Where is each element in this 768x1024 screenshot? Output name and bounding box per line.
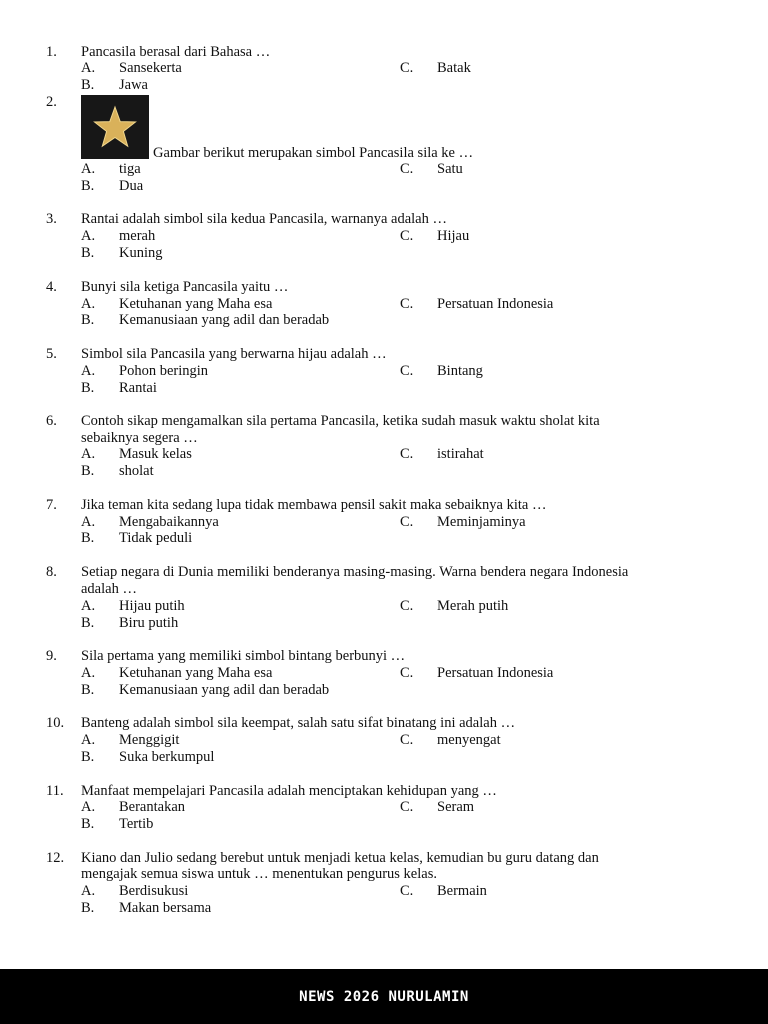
question-text: Rantai adalah simbol sila kedua Pancasila, warnanya adalah … [81,211,447,227]
option-text-b: Kemanusiaan yang adil dan beradab [119,682,330,698]
footer-text: NEWS 2026 NURULAMIN [299,988,469,1005]
question-text: mengajak semua siswa untuk … menentukan pengurus kelas. [81,866,437,882]
option-letter-b: B. [81,463,95,479]
question-number: 5. [46,346,57,362]
option-text-c: Merah putih [437,598,509,614]
option-text-b: Jawa [119,77,148,93]
option-letter-b: B. [81,615,95,631]
footer-banner [0,969,768,1024]
question-text: Gambar berikut merupakan simbol Pancasila sila ke … [153,145,474,161]
option-text-c: Bermain [437,883,487,899]
question-text: Manfaat mempelajari Pancasila adalah menciptakan kehidupan yang … [81,783,497,799]
question-text: Sila pertama yang memiliki simbol bintang berbunyi … [81,648,406,664]
option-letter-b: B. [81,178,95,194]
option-text-c: Hijau [437,228,470,244]
question-number: 3. [46,211,57,227]
option-text-a: Pohon beringin [119,363,209,379]
question-text: Setiap negara di Dunia memiliki benderanya masing-masing. Warna bendera negara Indonesia [81,564,629,580]
question-text: Banteng adalah simbol sila keempat, salah satu sifat binatang ini adalah … [81,715,516,731]
option-letter-b: B. [81,380,95,396]
option-letter-b: B. [81,816,95,832]
option-letter-a: A. [81,60,96,76]
question-text: Simbol sila Pancasila yang berwarna hijau adalah … [81,346,387,362]
option-letter-c: C. [400,665,414,681]
option-text-b: Tidak peduli [119,530,193,546]
option-text-c: Persatuan Indonesia [437,296,554,312]
option-letter-b: B. [81,900,95,916]
option-letter-a: A. [81,296,96,312]
star-symbol-image [81,95,149,159]
option-text-c: Satu [437,161,463,177]
option-letter-c: C. [400,514,414,530]
option-text-b: Rantai [119,380,157,396]
option-letter-c: C. [400,296,414,312]
option-text-a: Ketuhanan yang Maha esa [119,296,273,312]
option-text-a: Ketuhanan yang Maha esa [119,665,273,681]
option-text-b: Biru putih [119,615,179,631]
question-text: Contoh sikap mengamalkan sila pertama Pancasila, ketika sudah masuk waktu sholat kita [81,413,600,429]
option-letter-c: C. [400,446,414,462]
option-letter-c: C. [400,363,414,379]
question-number: 9. [46,648,57,664]
question-text: Bunyi sila ketiga Pancasila yaitu … [81,279,289,295]
option-text-b: Suka berkumpul [119,749,215,765]
option-letter-a: A. [81,514,96,530]
question-text: Pancasila berasal dari Bahasa … [81,44,271,60]
option-letter-a: A. [81,446,96,462]
question-number: 8. [46,564,57,580]
question-number: 6. [46,413,57,429]
option-text-a: Hijau putih [119,598,185,614]
option-letter-c: C. [400,228,414,244]
question-number: 4. [46,279,57,295]
question-number: 11. [46,783,64,799]
option-text-a: Berdisukusi [119,883,189,899]
option-text-c: istirahat [437,446,484,462]
option-text-c: Seram [437,799,475,815]
option-letter-a: A. [81,598,96,614]
option-text-b: sholat [119,463,154,479]
option-text-a: Masuk kelas [119,446,192,462]
option-letter-a: A. [81,883,96,899]
option-letter-a: A. [81,228,96,244]
question-number: 12. [46,850,65,866]
option-letter-b: B. [81,312,95,328]
option-text-b: Tertib [119,816,154,832]
question-number: 7. [46,497,57,513]
option-text-b: Kuning [119,245,163,261]
option-letter-b: B. [81,77,95,93]
question-text: sebaiknya segera … [81,430,198,446]
question-number: 10. [46,715,65,731]
option-letter-a: A. [81,799,96,815]
option-letter-c: C. [400,883,414,899]
option-text-c: Meminjaminya [437,514,526,530]
option-letter-b: B. [81,682,95,698]
option-text-c: Bintang [437,363,483,379]
option-text-a: merah [119,228,156,244]
option-letter-c: C. [400,732,414,748]
option-text-c: Persatuan Indonesia [437,665,554,681]
question-text: Kiano dan Julio sedang berebut untuk menjadi ketua kelas, kemudian bu guru datang dan [81,850,599,866]
option-letter-c: C. [400,60,414,76]
option-text-a: Berantakan [119,799,186,815]
option-text-a: Menggigit [119,732,180,748]
option-letter-b: B. [81,530,95,546]
option-letter-a: A. [81,161,96,177]
option-letter-a: A. [81,363,96,379]
option-letter-a: A. [81,732,96,748]
option-letter-c: C. [400,598,414,614]
option-text-c: menyengat [437,732,501,748]
option-letter-c: C. [400,799,414,815]
option-letter-b: B. [81,245,95,261]
option-text-b: Makan bersama [119,900,212,916]
option-text-b: Dua [119,178,144,194]
option-text-a: tiga [119,161,141,177]
option-text-b: Kemanusiaan yang adil dan beradab [119,312,330,328]
question-text: adalah … [81,581,137,597]
option-text-a: Sansekerta [119,60,182,76]
option-letter-a: A. [81,665,96,681]
option-letter-c: C. [400,161,414,177]
question-number: 2. [46,94,57,110]
star-icon [81,95,149,159]
option-text-c: Batak [437,60,471,76]
option-text-a: Mengabaikannya [119,514,219,530]
question-text: Jika teman kita sedang lupa tidak membawa pensil sakit maka sebaiknya kita … [81,497,547,513]
question-number: 1. [46,44,57,60]
option-letter-b: B. [81,749,95,765]
